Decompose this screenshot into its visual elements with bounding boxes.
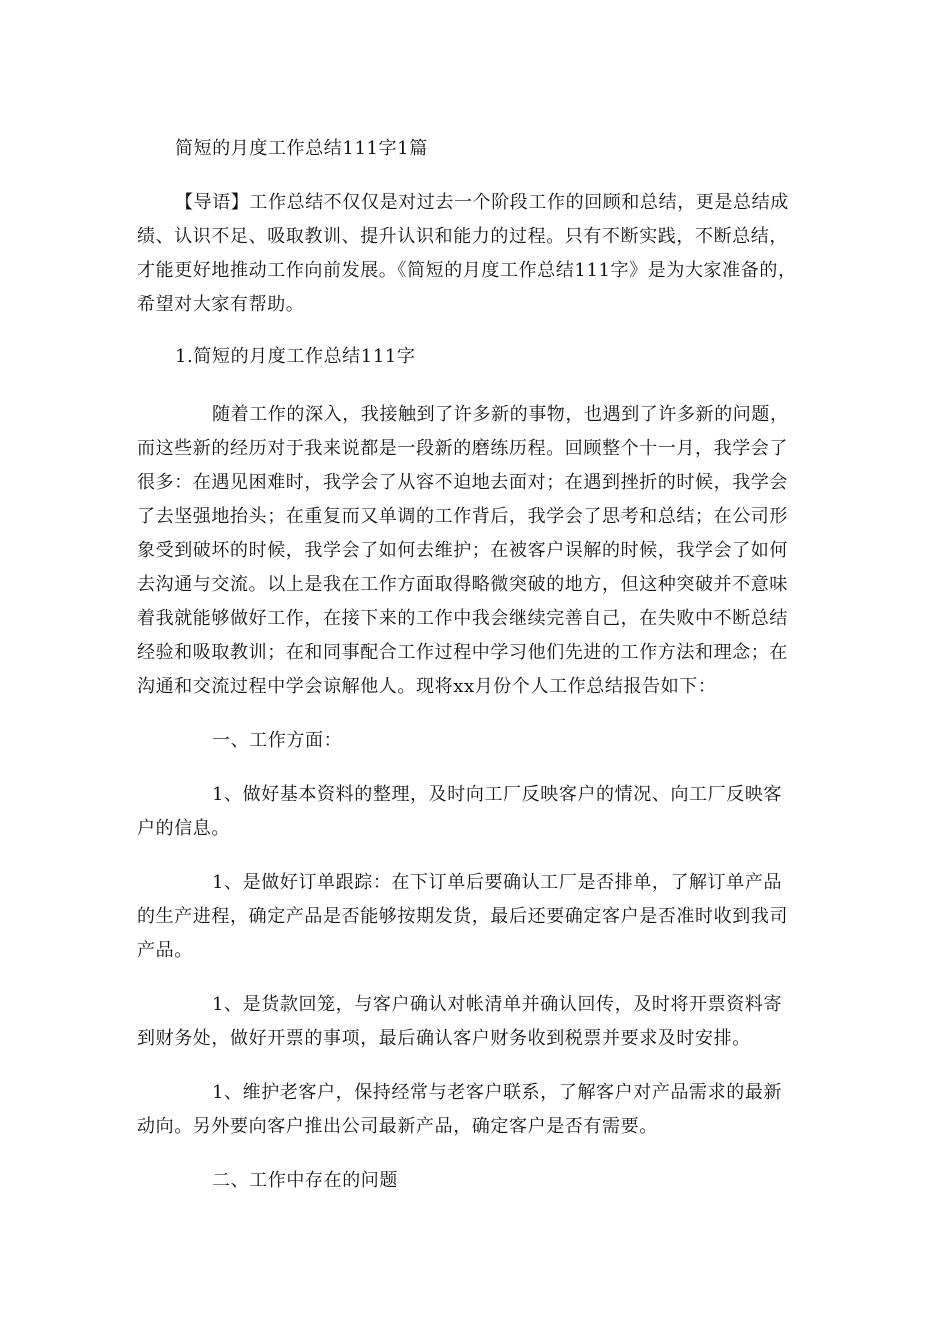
body-line: 了去坚强地抬头；在重复而又单调的工作背后，我学会了思考和总结；在公司形 <box>137 506 788 527</box>
list-item-line: 到财务处，做好开票的事项，最后确认客户财务收到税票并要求及时安排。 <box>137 1028 751 1049</box>
list-item-line: 1、做好基本资料的整理，及时向工厂反映客户的情况、向工厂反映客 <box>212 784 783 805</box>
body-line: 象受到破坏的时候，我学会了如何去维护；在被客户误解的时候，我学会了如何 <box>137 540 788 561</box>
body-line: 去沟通与交流。以上是我在工作方面取得略微突破的地方，但这种突破并不意味 <box>137 574 788 595</box>
list-item-line: 产品。 <box>137 940 193 961</box>
intro-line: 绩、认识不足、吸取教训、提升认识和能力的过程。只有不断实践，不断总结， <box>137 226 788 247</box>
body-line: 沟通和交流过程中学会谅解他人。现将xx月份个人工作总结报告如下： <box>137 676 717 697</box>
part-one-heading: 一、工作方面： <box>212 730 343 751</box>
list-item-line: 动向。另外要向客户推出公司最新产品，确定客户是否有需要。 <box>137 1116 658 1137</box>
list-item-line: 的生产进程，确定产品是否能够按期发货，最后还要确定客户是否准时收到我司 <box>137 906 788 927</box>
body-line: 随着工作的深入，我接触到了许多新的事物，也遇到了许多新的问题， <box>212 404 789 425</box>
section-heading: 1.简短的月度工作总结111字 <box>175 346 416 367</box>
body-line: 而这些新的经历对于我来说都是一段新的磨练历程。回顾整个十一月，我学会了 <box>137 438 788 459</box>
list-item-line: 户的信息。 <box>137 818 230 839</box>
part-two-heading: 二、工作中存在的问题 <box>212 1170 398 1191</box>
list-item-line: 1、是做好订单跟踪：在下订单后要确认工厂是否排单，了解订单产品 <box>212 872 783 893</box>
list-item-line: 1、维护老客户，保持经常与老客户联系，了解客户对产品需求的最新 <box>212 1082 783 1103</box>
document-title: 简短的月度工作总结111字1篇 <box>175 138 428 159</box>
intro-line: 才能更好地推动工作向前发展。《简短的月度工作总结111字》是为大家准备的， <box>137 260 797 281</box>
intro-line: 【导语】工作总结不仅仅是对过去一个阶段工作的回顾和总结，更是总结成 <box>175 192 789 213</box>
body-line: 很多：在遇见困难时，我学会了从容不迫地去面对；在遇到挫折的时候，我学会 <box>137 472 788 493</box>
list-item-line: 1、是货款回笼，与客户确认对帐清单并确认回传，及时将开票资料寄 <box>212 994 783 1015</box>
body-line: 着我就能够做好工作，在接下来的工作中我会继续完善自己，在失败中不断总结 <box>137 608 788 629</box>
body-line: 经验和吸取教训；在和同事配合工作过程中学习他们先进的工作方法和理念；在 <box>137 642 788 663</box>
intro-line: 希望对大家有帮助。 <box>137 294 305 315</box>
